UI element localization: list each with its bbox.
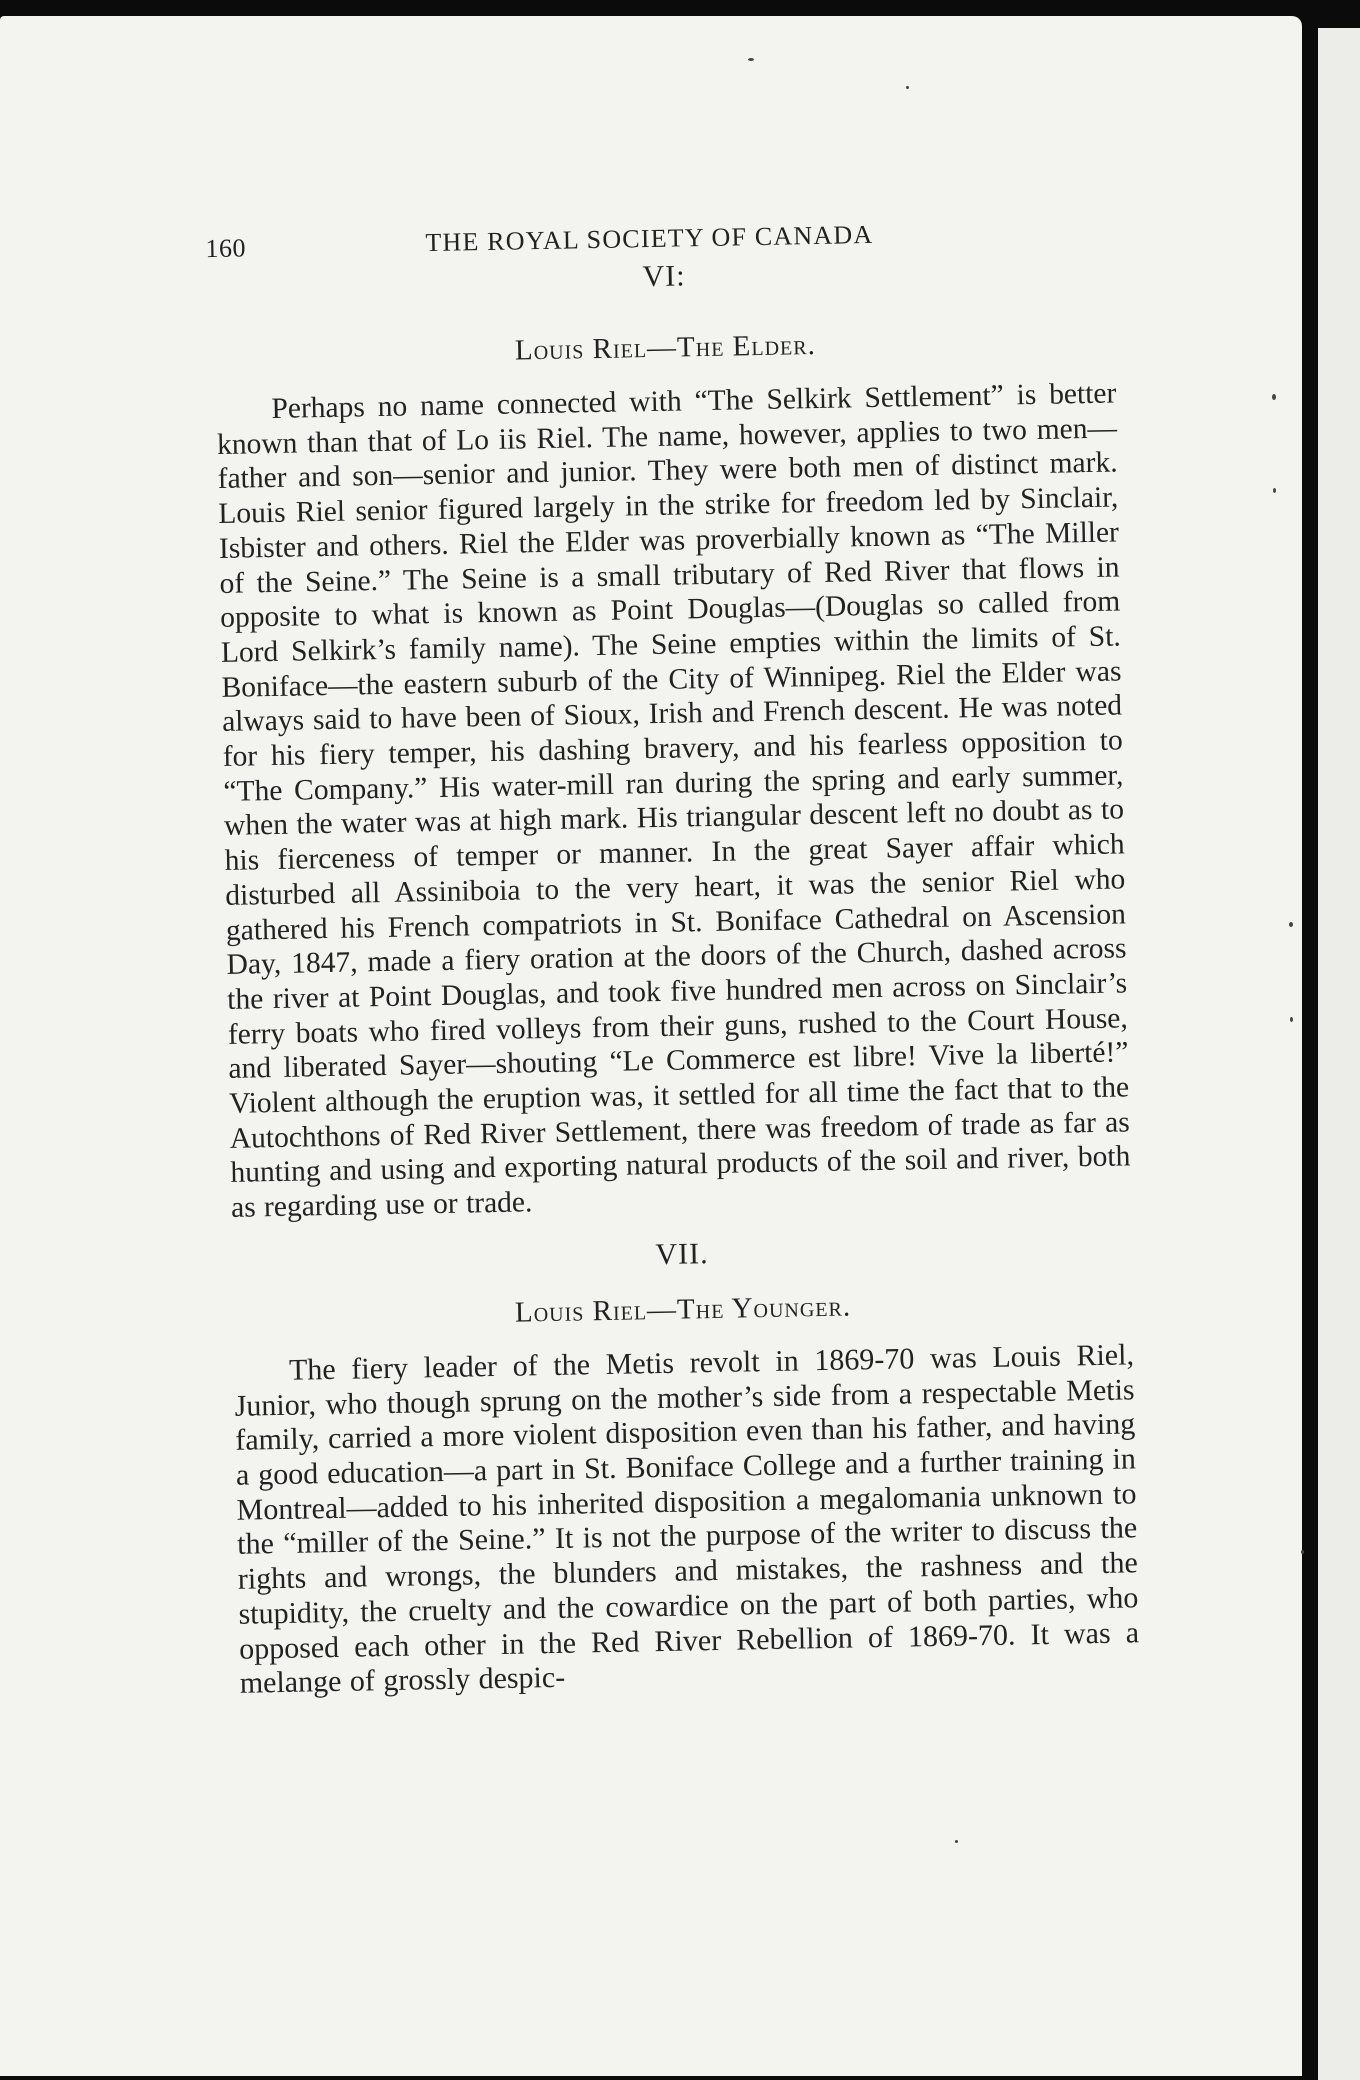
section-number: VI: (642, 259, 686, 294)
ink-speck (748, 58, 754, 61)
ink-speck (1289, 922, 1293, 927)
section-number: VII. (655, 1236, 709, 1271)
section-title: Louis Riel—The Elder. (514, 328, 817, 367)
body-paragraph: The fiery leader of the Metis revolt in 1869-70 was Louis Riel, Junior, who though sprung on the mother’s side from a respectable Metis family, carried a more violent disposition even than his father, and having a good education—a part in St. Boniface College and a further training in Montreal—added to his inherited disposition a megalomania unknown to the “miller of the Seine.” It is not the purpose of the writer to discuss the rights and wrongs, the blunders and mistakes, the rashness and the stupidity, the cruelty and the cowardice on the part of both parties, who opposed each other in the Red River Rebellion of 1869-70. It was a melange of grossly despic- (234, 1338, 1140, 1700)
ink-speck (1290, 1017, 1293, 1022)
journal-title: THE ROYAL SOCIETY OF CANADA (425, 219, 874, 258)
ink-speck (1272, 394, 1276, 400)
ink-speck (1301, 1550, 1304, 1554)
ink-speck (955, 1840, 958, 1843)
ink-speck (906, 86, 909, 89)
page-text (205, 206, 1140, 1702)
page-number: 160 (205, 233, 247, 264)
adjacent-page-edge (1318, 28, 1360, 2080)
section-title: Louis Riel—The Younger. (514, 1290, 852, 1329)
ink-speck (1273, 488, 1276, 493)
body-paragraph: Perhaps no name connected with “The Selkirk Settlement” is better known than that of Lo iis Riel. The name, however, applies to two men—father and son—senior and junior. They were both men of distinct mark. Louis Riel senior figured largely in the strike for freedom led by Sinclair, Isbister and others. Riel the Elder was proverbially known as “The Miller of the Seine.” The Seine is a small tributary of Red River that flows in opposite to what is known as Point Douglas—(Douglas so called from Lord Selkirk’s family name). The Seine empties within the limits of St. Boniface—the eastern suburb of the City of Winnipeg. Riel the Elder was always said to have been of Sioux, Irish and French descent. He was noted for his fiery temper, his dashing bravery, and his fearless opposition to “The Company.” His water-mill ran during the spring and early summer, when the water was at high mark. His triangular descent left no doubt as to his fierceness of temper or manner. In the great Sayer affair which disturbed all Assiniboia to the very heart, it was the senior Riel who gathered his French compatriots in St. Boniface Cathedral on Ascension Day, 1847, made a fiery oration at the doors of the Church, dashed across the river at Point Douglas, and took five hundred men across on Sinclair’s ferry boats who fired volleys from their guns, rushed to the Court House, and liberated Sayer—shouting “Le Commerce est libre! Vive la liberté!” Violent although the eruption was, it settled for all time the fact that to the Autochthons of Red River Settlement, there was freedom of trade as far as hunting and using and exporting natural products of the soil and river, both as regarding use or trade. (216, 377, 1131, 1225)
